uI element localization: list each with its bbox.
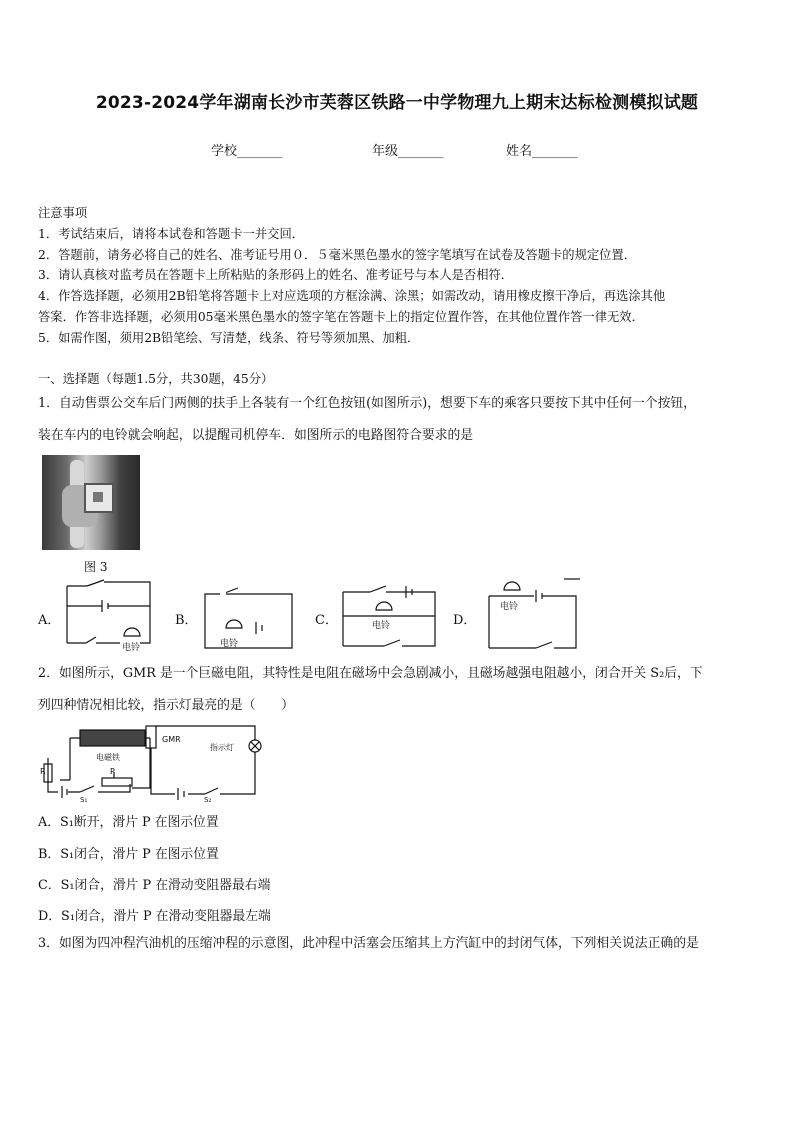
exam-title: 2023-2024学年湖南长沙市芙蓉区铁路一中学物理九上期末达标检测模拟试题 (95, 93, 699, 113)
question-3-text (38, 928, 763, 960)
switch-top (87, 580, 104, 586)
notes-heading: 注意事项 (38, 206, 88, 220)
question-2-line: 2．如图所示，GMR 是一个巨磁电阻，其特性是电阻在磁场中会急剧减小，且磁场越强电阻越小，闭合开关 S₂后，下 (38, 666, 703, 681)
question-3-line: 3．如图为四冲程汽油机的压缩冲程的示意图，此冲程中活塞会压缩其上方汽缸中的封闭气体，下列相关说法正确的是 (38, 936, 699, 951)
school-field[interactable]: 学校_______ (211, 144, 283, 159)
red-button (93, 492, 103, 502)
question-2-text (38, 658, 763, 722)
option-c-label[interactable]: C． (315, 613, 338, 628)
notes-section (38, 203, 758, 349)
circuit-b (200, 580, 300, 652)
question-2-line: 列四种情况相比较，指示灯最亮的是（ ） (38, 698, 294, 713)
gmr-circuit (40, 722, 265, 802)
circuit-d (484, 576, 584, 652)
q2-option-a[interactable]: A．S₁断开，滑片 P 在图示位置 (38, 815, 219, 830)
s1-label: S₁ (80, 796, 88, 802)
bell-icon (226, 620, 242, 628)
note-item: 2．答题前，请务必将自己的姓名、准考证号用０．５毫米黑色墨水的签字笔填写在试卷及答题卡的规定位置． (38, 247, 637, 262)
option-a-label[interactable]: A． (38, 613, 61, 628)
gmr-element (146, 726, 156, 748)
grade-field[interactable]: 年级_______ (372, 144, 444, 159)
s2-label: S₂ (204, 796, 212, 802)
circuit-a (62, 578, 157, 653)
figure-caption: 图 3 (84, 560, 108, 574)
option-d-label[interactable]: D． (453, 613, 477, 628)
bell-label: 电铃 (220, 639, 239, 649)
note-item: 3．请认真核对监考员在答题卡上所粘贴的条形码上的姓名、准考证号与本人是否相符． (38, 268, 514, 283)
q2-option-d[interactable]: D．S₁闭合，滑片 P 在滑动变阻器最左端 (38, 909, 271, 924)
bell-label: 电铃 (372, 621, 391, 631)
note-item: 答案．作答非选择题，必须用05毫米黑色墨水的签字笔在答题卡上的指定位置作答，在其他位置作答一律无效． (38, 309, 644, 324)
electromagnet-label: 电磁铁 (96, 753, 120, 762)
bell-icon (124, 628, 140, 636)
bell-icon (376, 602, 392, 610)
bell-icon (504, 582, 520, 590)
question-1-line: 1．自动售票公交车后门两侧的扶手上各装有一个红色按钮(如图所示)，想要下车的乘客只要按下其中任何一个按钮， (38, 396, 696, 411)
circuit-a-wires (67, 582, 150, 643)
section-heading: 一、选择题（每题1.5分，共30题，45分） (38, 372, 274, 386)
question-1-text (38, 388, 763, 452)
q2-option-c[interactable]: C．S₁闭合，滑片 P 在滑动变阻器最右端 (38, 878, 271, 893)
bell-label: 电铃 (122, 643, 141, 653)
electromagnet-coil (80, 730, 145, 746)
note-item: 5．如需作图，须用2B铅笔绘、写清楚，线条、符号等须加黑、加粗． (38, 330, 420, 345)
red-button-box (84, 483, 114, 513)
name-field[interactable]: 姓名_______ (506, 144, 578, 159)
gmr-label: GMR (162, 735, 181, 744)
circuit-c (340, 580, 440, 652)
question-1-line: 装在车内的电铃就会响起，以提醒司机停车．如图所示的电路图符合要求的是 (38, 428, 474, 443)
p-label: P (110, 767, 115, 776)
lamp-label: 指示灯 (210, 743, 234, 752)
r-label: R (40, 767, 46, 776)
option-b-label[interactable]: B． (175, 613, 198, 628)
note-item: 4．作答选择题，必须用2B铅笔将答题卡上对应选项的方框涂满、涂黑；如需改动，请用橡皮擦干净后，再选涂其他 (38, 289, 666, 304)
bell-label: 电铃 (500, 602, 519, 612)
switch-bottom (86, 637, 96, 643)
bus-button-photo (42, 455, 140, 550)
q2-option-b[interactable]: B．S₁闭合，滑片 P 在图示位置 (38, 847, 219, 862)
note-item: 1．考试结束后，请将本试卷和答题卡一并交回． (38, 226, 305, 241)
